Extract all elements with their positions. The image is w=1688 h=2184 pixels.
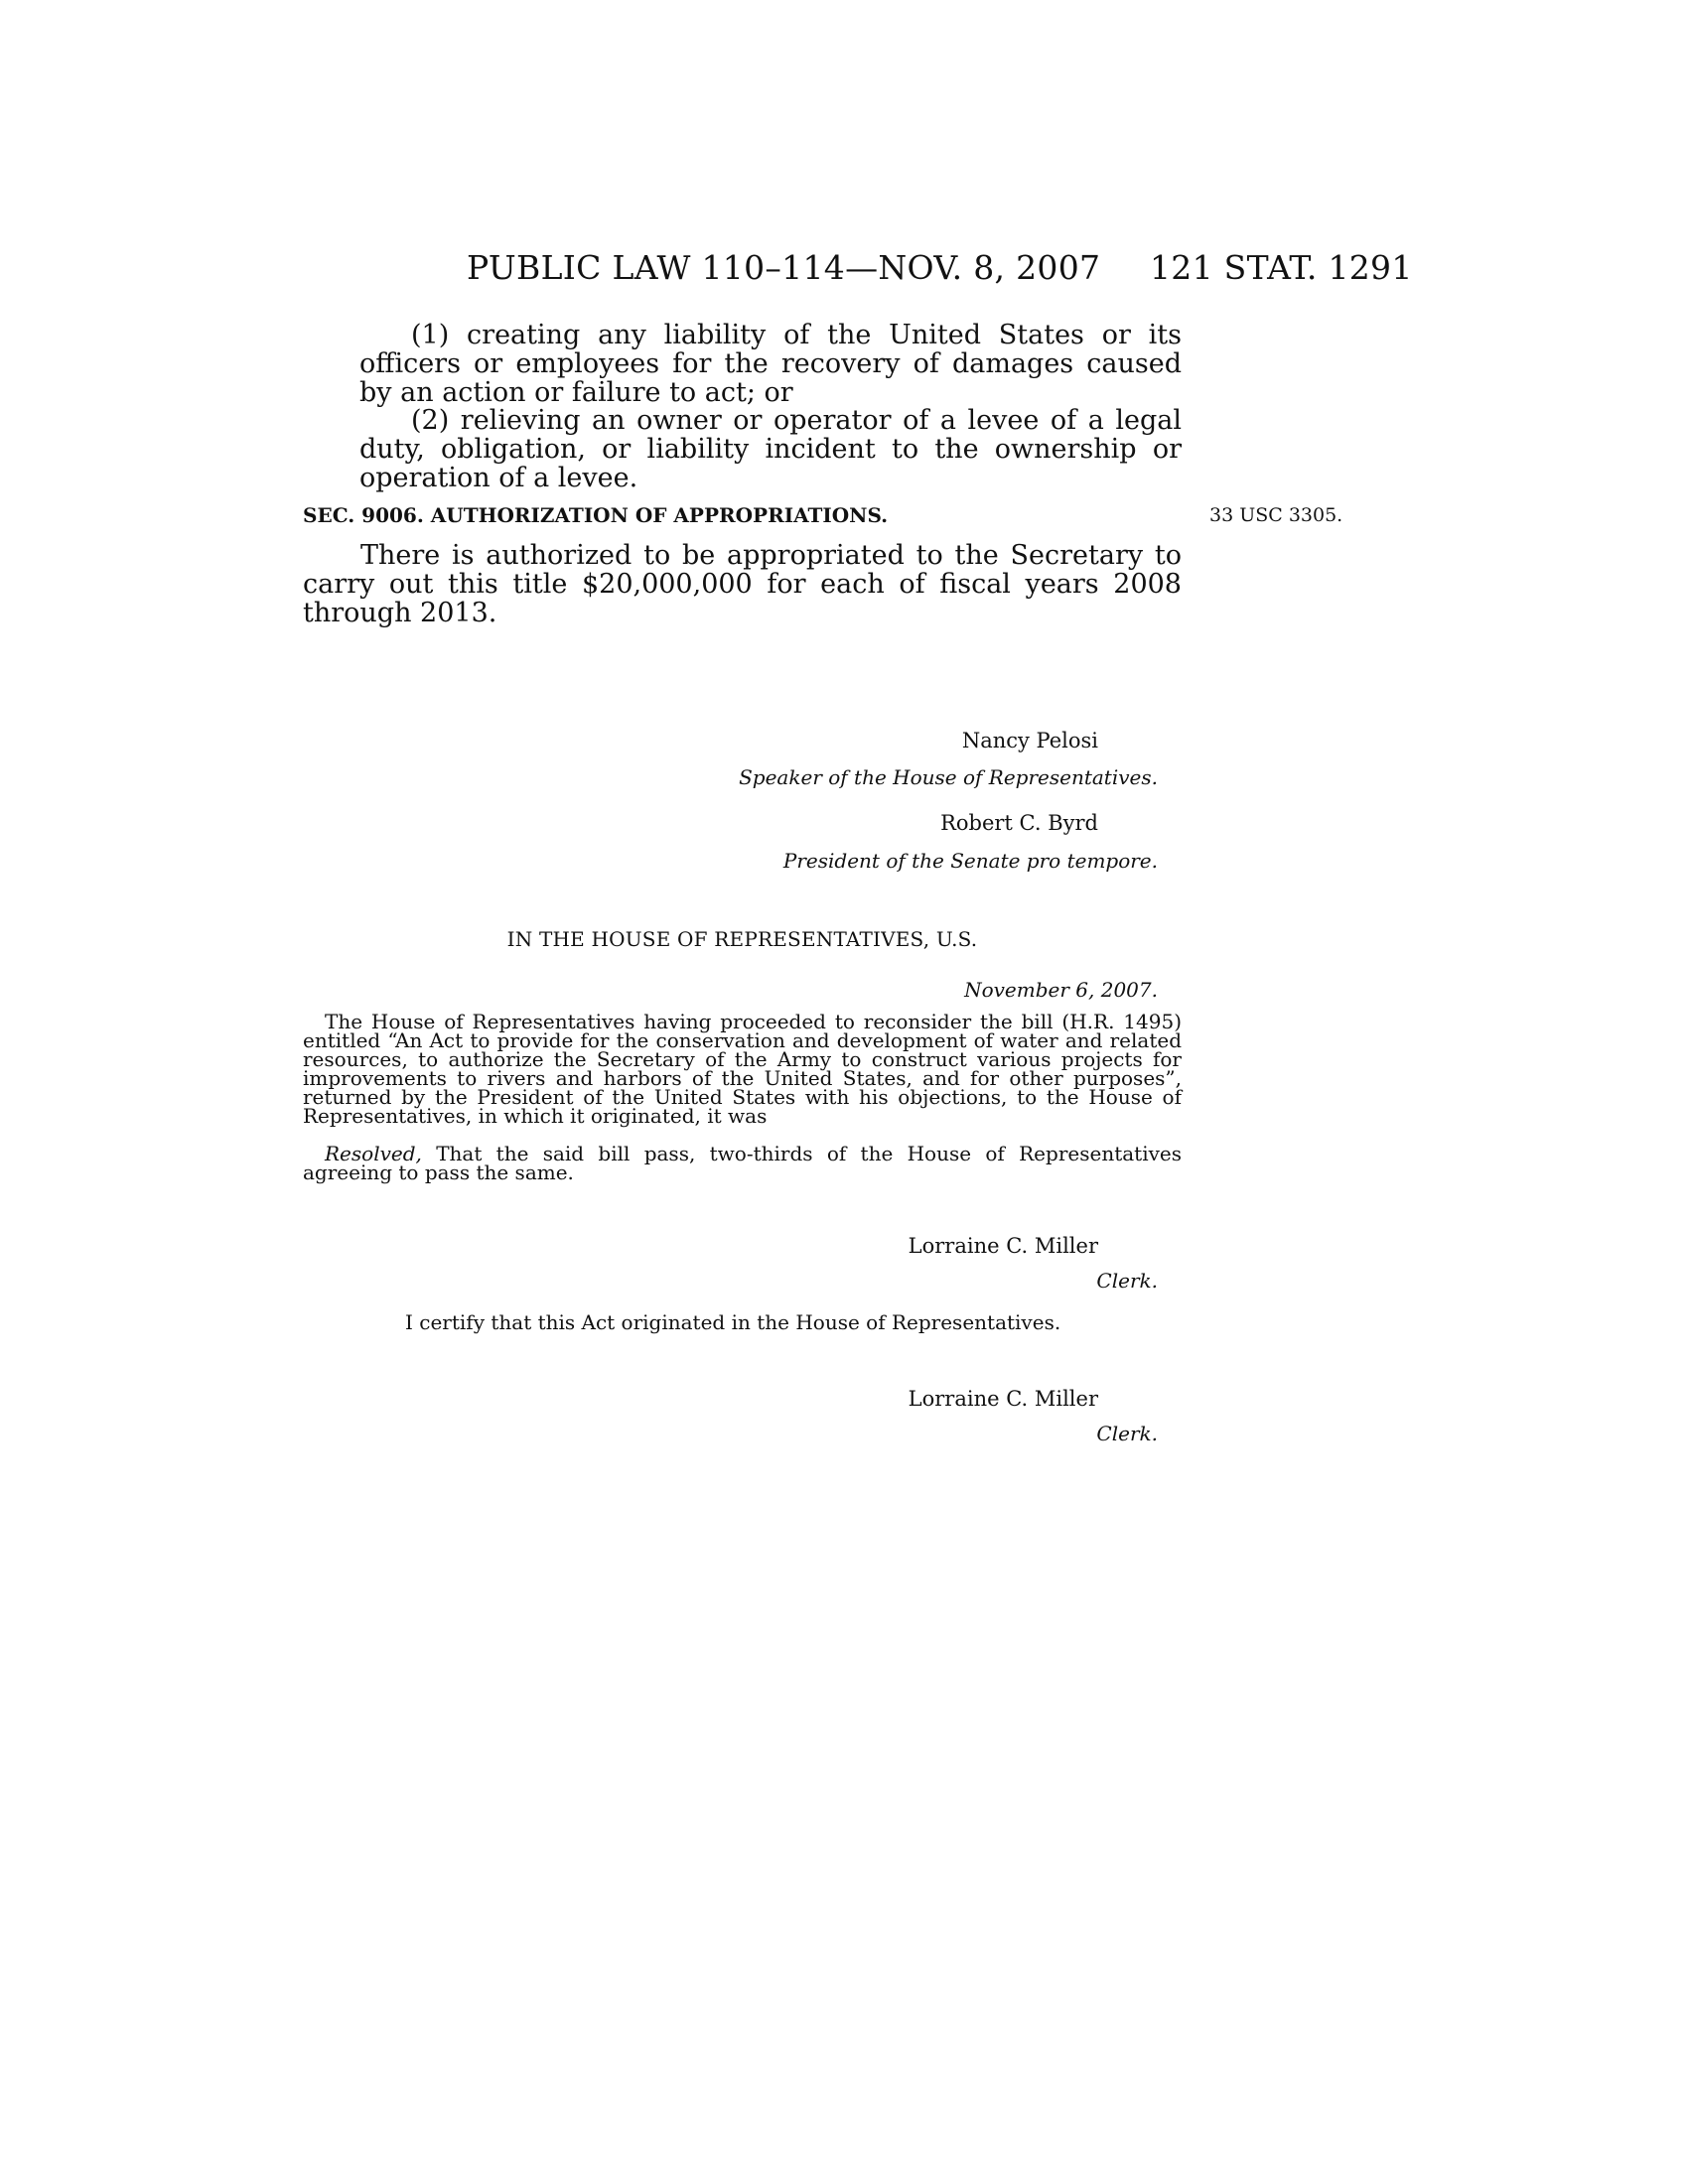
president-signature-name: Robert C. Byrd (940, 811, 1098, 835)
resolved-paragraph (303, 1142, 1182, 1184)
clerk-signature-name-1: Lorraine C. Miller (908, 1234, 1098, 1258)
clerk-title-2: Clerk. (1096, 1422, 1158, 1445)
house-heading: IN THE HOUSE OF REPRESENTATIVES, U.S. (506, 927, 978, 951)
section-heading: SEC. 9006. AUTHORIZATION OF APPROPRIATIONS. (303, 503, 889, 527)
resolved-text: That the said bill pass, two-thirds of the House of Representatives agreeing to pass the same. (303, 1142, 1182, 1184)
clerk-signature-name-2: Lorraine C. Miller (908, 1387, 1098, 1411)
resolution-text: The House of Representatives having proceeded to reconsider the bill (H.R. 1495) entitled “An Act to provide for the conservation and development of water and related resources, to authorize the Secretary of the Army to construct various projects for improvements to rivers and harbors of the United States, and for other purposes”, returned by the President of the United States with his objections, to the House of Representatives, in which it originated, it was (303, 1010, 1182, 1128)
certification-text: I certify that this Act originated in the House of Representatives. (405, 1310, 1061, 1334)
speaker-title: Speaker of the House of Representatives. (739, 765, 1158, 789)
clerk-title-1: Clerk. (1096, 1269, 1158, 1293)
resolution-date: November 6, 2007. (964, 978, 1158, 1002)
paragraph-item-2: (2) relieving an owner or operator of a levee of a legal duty, obligation, or liability incident to the ownership or operation of a levee. (359, 405, 1182, 493)
resolved-label: Resolved, (325, 1142, 422, 1165)
president-title: President of the Senate pro tempore. (782, 849, 1158, 873)
paragraph-item-1: (1) creating any liability of the United States or its officers or employees for the recovery of damages caused by an action or failure to act; or (359, 320, 1182, 408)
section-body: There is authorized to be appropriated to the Secretary to carry out this title $20,000,000 for each of fiscal years 2008 through 2013. (303, 540, 1182, 628)
running-header-citation: PUBLIC LAW 110–114—NOV. 8, 2007 (467, 248, 1101, 287)
statute-page-number: 121 STAT. 1291 (1150, 248, 1413, 287)
margin-note-usc: 33 USC 3305. (1209, 504, 1343, 526)
speaker-signature-name: Nancy Pelosi (961, 729, 1098, 752)
